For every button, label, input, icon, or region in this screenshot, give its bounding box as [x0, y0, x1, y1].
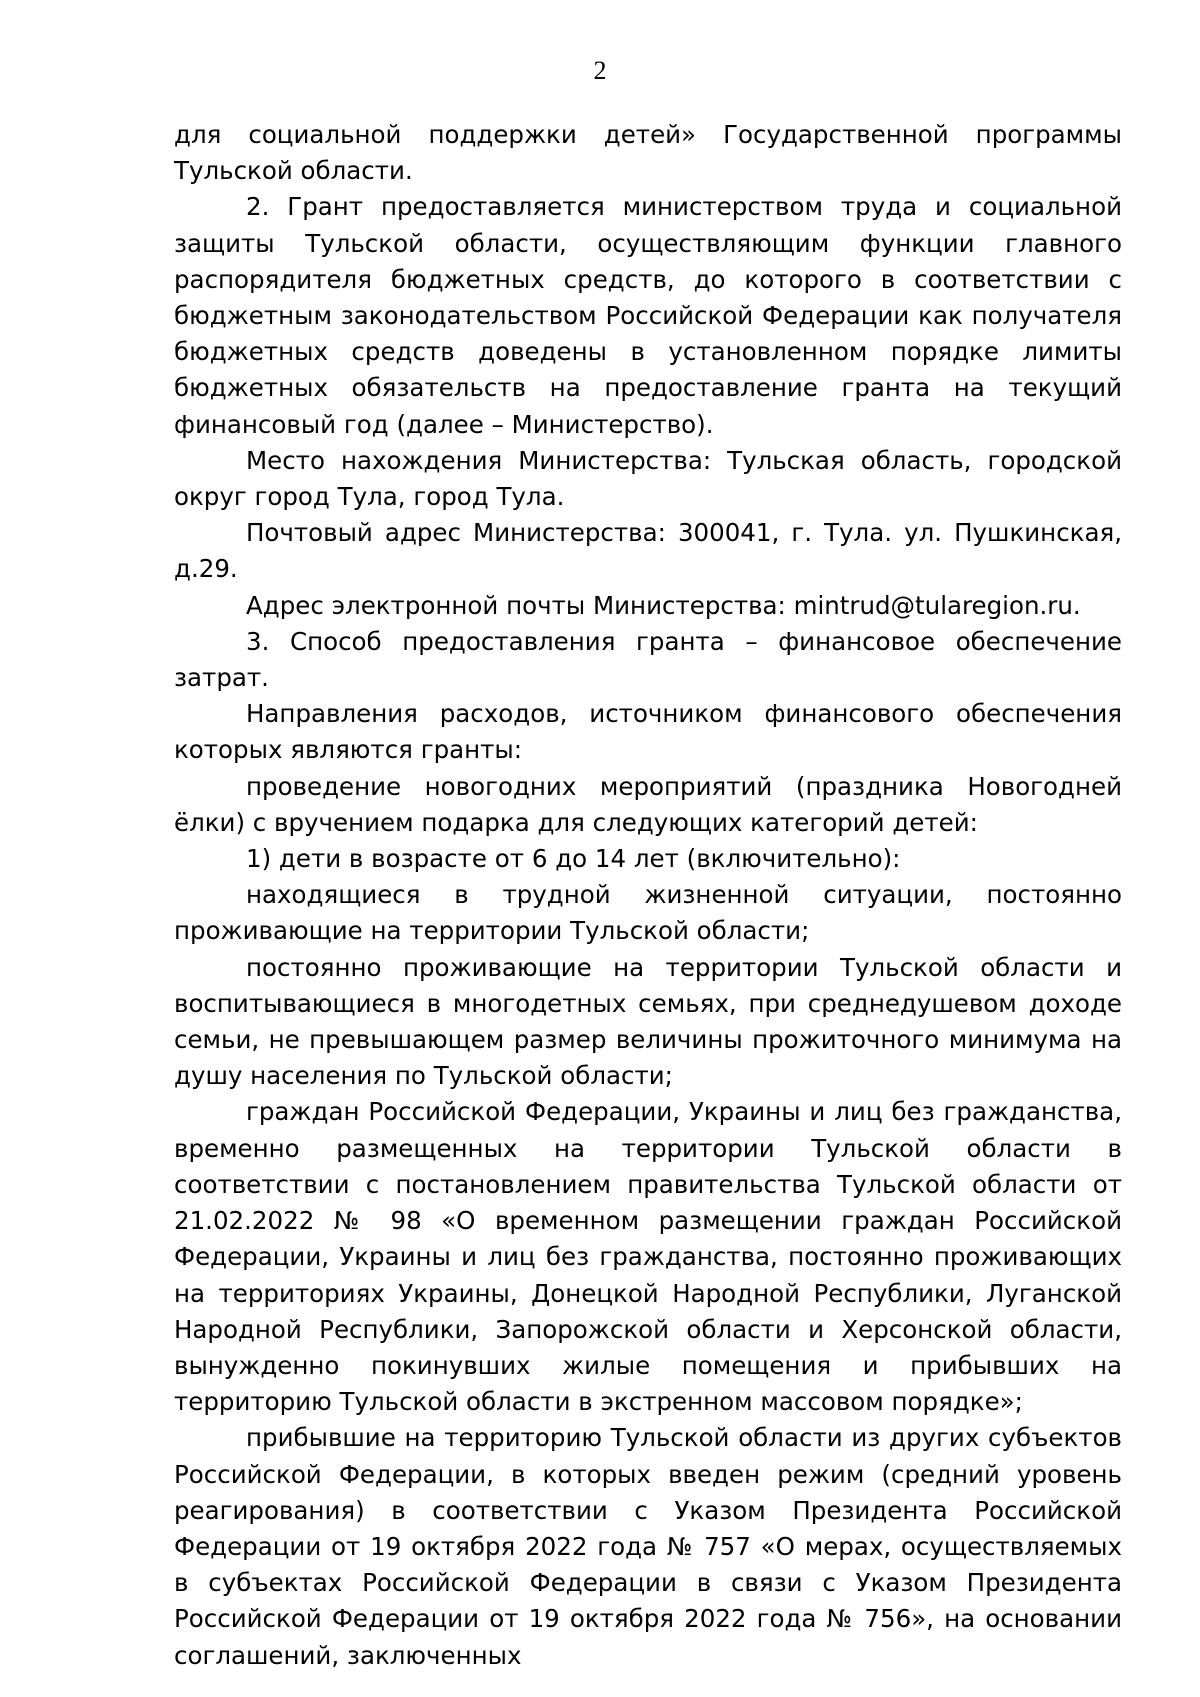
- paragraph-temporarily-placed: граждан Российской Федерации, Украины и лиц без гражданства, временно размещенных на территории Тульской области в соответствии с постановлением правительства Тульской области от 21.02.2022 № 98 «О временном размещении граждан Российской Федерации, Украины и лиц без гражданства, постоянно проживающих на территориях Украины, Донецкой Народной Республики, Луганской Народной Республики, Запорожской области и Херсонской области, вынужденно покинувших жилые помещения и прибывших на территорию Тульской области в экстренном массовом порядке»;: [174, 1097, 1122, 1417]
- paragraph-grant-provider: 2. Грант предоставляется министерством труда и социальной защиты Тульской области, осуществляющим функции главного распорядителя бюджетных средств, до которого в соответствии с бюджетным законодательством Российской Федерации как получателя бюджетных средств доведены в установленном порядке лимиты бюджетных обязательств на предоставление гранта на текущий финансовый год (далее – Министерство).: [174, 192, 1122, 439]
- paragraph-expense-directions: Направления расходов, источником финансового обеспечения которых являются гранты:: [174, 699, 1122, 765]
- page-number: 2: [593, 56, 607, 85]
- paragraph-large-families: постоянно проживающие на территории Тульской области и воспитывающиеся в многодетных семьях, при среднедушевом доходе семьи, не превышающем размер величины прожиточного минимума на душу населения по Тульской области;: [174, 952, 1122, 1091]
- paragraph-postal-address: Почтовый адрес Министерства: 300041, г. Тула. ул. Пушкинская, д.29.: [174, 518, 1122, 584]
- paragraph-email-address: Адрес электронной почты Министерства: mintrud@tularegion.ru.: [246, 590, 1081, 620]
- paragraph-arrived-from-regions: прибывшие на территорию Тульской области из других субъектов Российской Федерации, в которых введен режим (средний уровень реагирования) в соответствии с Указом Президента Российской Федерации от 19 октября 2022 года № 757 «О мерах, осуществляемых в субъектах Российской Федерации в связи с Указом Президента Российской Федерации от 19 октября 2022 года № 756», на основании соглашений, заключенных: [174, 1423, 1122, 1670]
- paragraph-continuation: для социальной поддержки детей» Государственной программы Тульской области.: [174, 120, 1122, 186]
- paragraph-difficult-situation: находящиеся в трудной жизненной ситуации, постоянно проживающие на территории Тульской области;: [174, 880, 1122, 946]
- paragraph-age-category: 1) дети в возрасте от 6 до 14 лет (включительно):: [246, 844, 901, 874]
- paragraph-new-year-events: проведение новогодних мероприятий (праздника Новогодней ёлки) с вручением подарка для следующих категорий детей:: [174, 771, 1122, 837]
- paragraph-grant-method: 3. Способ предоставления гранта – финансовое обеспечение затрат.: [174, 626, 1122, 693]
- paragraph-ministry-location: Место нахождения Министерства: Тульская область, городской округ город Тула, город Тула.: [174, 445, 1122, 512]
- document-body: [174, 117, 1122, 1674]
